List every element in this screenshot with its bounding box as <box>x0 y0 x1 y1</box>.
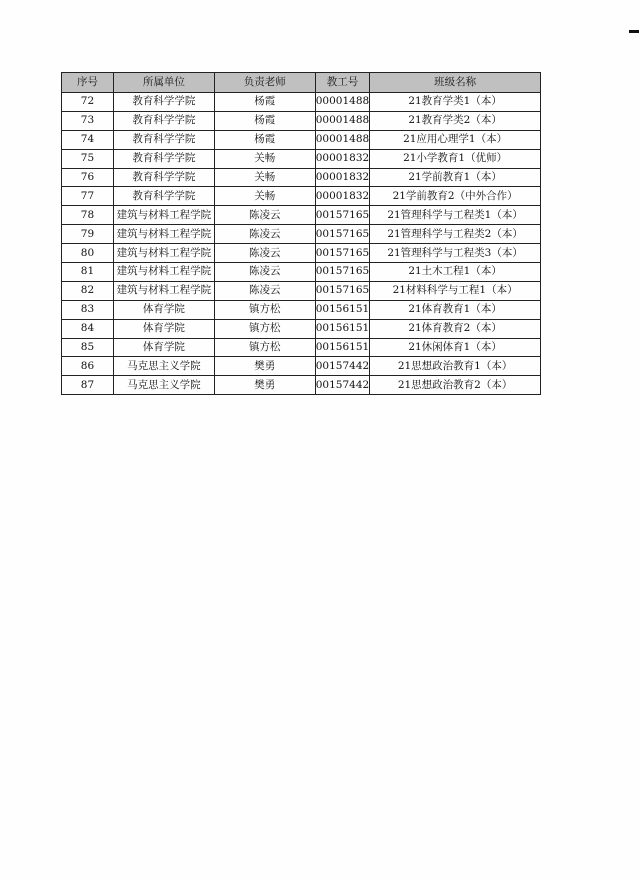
cell-class-name: 21管理科学与工程类2（本） <box>370 225 541 244</box>
table-row <box>62 338 541 357</box>
cell-class-name: 21小学教育1（优师） <box>370 149 541 168</box>
cell-index: 83 <box>62 300 114 319</box>
cell-index: 78 <box>62 206 114 225</box>
cell-teacher: 关畅 <box>214 168 315 187</box>
cell-staff-id: 00157165 <box>315 281 369 300</box>
cell-department: 教育科学学院 <box>113 93 214 112</box>
cell-staff-id: 00156151 <box>315 338 369 357</box>
cell-teacher: 樊勇 <box>214 357 315 376</box>
cell-index: 72 <box>62 93 114 112</box>
cell-teacher: 杨霞 <box>214 93 315 112</box>
table-row <box>62 149 541 168</box>
cell-staff-id: 00001488 <box>315 111 369 130</box>
cell-class-name: 21应用心理学1（本） <box>370 130 541 149</box>
cell-staff-id: 00157165 <box>315 263 369 282</box>
table-row <box>62 225 541 244</box>
cell-index: 81 <box>62 263 114 282</box>
cell-department: 建筑与材料工程学院 <box>113 206 214 225</box>
table-row <box>62 93 541 112</box>
cell-teacher: 关畅 <box>214 187 315 206</box>
cell-department: 马克思主义学院 <box>113 376 214 395</box>
class-roster-table <box>61 72 541 395</box>
cell-index: 74 <box>62 130 114 149</box>
cell-department: 建筑与材料工程学院 <box>113 263 214 282</box>
cell-staff-id: 00157442 <box>315 357 369 376</box>
cell-index: 79 <box>62 225 114 244</box>
cell-staff-id: 00157165 <box>315 244 369 263</box>
header-teacher: 负责老师 <box>214 73 315 93</box>
cell-department: 建筑与材料工程学院 <box>113 244 214 263</box>
cell-teacher: 陈凌云 <box>214 244 315 263</box>
header-staff-id: 教工号 <box>315 73 369 93</box>
cell-class-name: 21思想政治教育2（本） <box>370 376 541 395</box>
cell-class-name: 21体育教育1（本） <box>370 300 541 319</box>
table-row <box>62 300 541 319</box>
cell-department: 教育科学学院 <box>113 168 214 187</box>
cell-teacher: 陈凌云 <box>214 281 315 300</box>
cell-department: 教育科学学院 <box>113 187 214 206</box>
table-header-row <box>62 73 541 93</box>
cell-class-name: 21思想政治教育1（本） <box>370 357 541 376</box>
table-row <box>62 357 541 376</box>
header-department: 所属单位 <box>113 73 214 93</box>
cell-department: 马克思主义学院 <box>113 357 214 376</box>
table-row <box>62 244 541 263</box>
table-row <box>62 130 541 149</box>
header-index: 序号 <box>62 73 114 93</box>
cell-index: 82 <box>62 281 114 300</box>
cell-staff-id: 00156151 <box>315 319 369 338</box>
table-row <box>62 319 541 338</box>
cell-staff-id: 00157442 <box>315 376 369 395</box>
cell-index: 75 <box>62 149 114 168</box>
cell-class-name: 21材料科学与工程1（本） <box>370 281 541 300</box>
cell-teacher: 镇方松 <box>214 338 315 357</box>
cell-class-name: 21教育学类2（本） <box>370 111 541 130</box>
cell-teacher: 陈凌云 <box>214 263 315 282</box>
cell-department: 体育学院 <box>113 338 214 357</box>
table-row <box>62 376 541 395</box>
cell-department: 教育科学学院 <box>113 111 214 130</box>
cell-staff-id: 00001832 <box>315 168 369 187</box>
cell-staff-id: 00157165 <box>315 225 369 244</box>
cell-class-name: 21教育学类1（本） <box>370 93 541 112</box>
cell-staff-id: 00157165 <box>315 206 369 225</box>
header-class-name: 班级名称 <box>370 73 541 93</box>
cell-department: 建筑与材料工程学院 <box>113 225 214 244</box>
cell-index: 77 <box>62 187 114 206</box>
cell-class-name: 21休闲体育1（本） <box>370 338 541 357</box>
cell-index: 76 <box>62 168 114 187</box>
cell-class-name: 21学前教育2（中外合作） <box>370 187 541 206</box>
cell-department: 教育科学学院 <box>113 149 214 168</box>
cell-department: 建筑与材料工程学院 <box>113 281 214 300</box>
cell-index: 87 <box>62 376 114 395</box>
cell-department: 教育科学学院 <box>113 130 214 149</box>
cell-teacher: 关畅 <box>214 149 315 168</box>
cell-staff-id: 00001488 <box>315 93 369 112</box>
cell-class-name: 21管理科学与工程类3（本） <box>370 244 541 263</box>
cell-staff-id: 00156151 <box>315 300 369 319</box>
cell-class-name: 21学前教育1（本） <box>370 168 541 187</box>
cell-index: 85 <box>62 338 114 357</box>
cell-department: 体育学院 <box>113 319 214 338</box>
cell-class-name: 21土木工程1（本） <box>370 263 541 282</box>
scan-corner-mark <box>629 30 639 33</box>
cell-staff-id: 00001832 <box>315 149 369 168</box>
cell-index: 73 <box>62 111 114 130</box>
cell-teacher: 杨霞 <box>214 111 315 130</box>
cell-staff-id: 00001832 <box>315 187 369 206</box>
cell-class-name: 21体育教育2（本） <box>370 319 541 338</box>
table-row <box>62 281 541 300</box>
table-row <box>62 187 541 206</box>
cell-department: 体育学院 <box>113 300 214 319</box>
table-body <box>62 93 541 395</box>
cell-teacher: 陈凌云 <box>214 225 315 244</box>
table-row <box>62 168 541 187</box>
table-row <box>62 111 541 130</box>
cell-staff-id: 00001488 <box>315 130 369 149</box>
cell-teacher: 镇方松 <box>214 319 315 338</box>
cell-teacher: 樊勇 <box>214 376 315 395</box>
table-row <box>62 206 541 225</box>
cell-index: 86 <box>62 357 114 376</box>
cell-index: 84 <box>62 319 114 338</box>
cell-index: 80 <box>62 244 114 263</box>
cell-teacher: 镇方松 <box>214 300 315 319</box>
table-row <box>62 263 541 282</box>
cell-teacher: 陈凌云 <box>214 206 315 225</box>
cell-teacher: 杨霞 <box>214 130 315 149</box>
cell-class-name: 21管理科学与工程类1（本） <box>370 206 541 225</box>
